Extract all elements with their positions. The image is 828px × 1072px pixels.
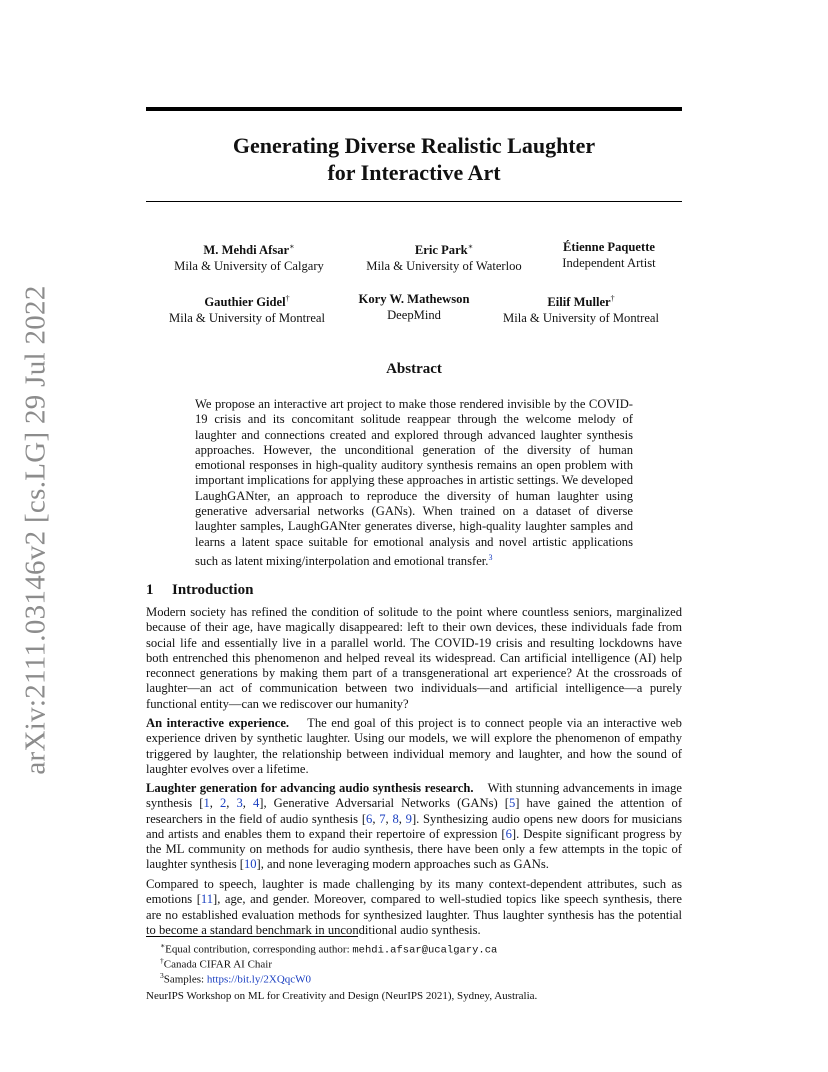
section-heading bbox=[146, 582, 253, 599]
title-line-2: for Interactive Art bbox=[327, 160, 501, 185]
abstract-footnote-mark[interactable]: 3 bbox=[488, 552, 493, 562]
venue-note: NeurIPS Workshop on ML for Creativity and Design (NeurIPS 2021), Sydney, Australia. bbox=[146, 990, 538, 1002]
author-affiliation: Mila & University of Waterloo bbox=[366, 259, 522, 274]
paper-title bbox=[146, 132, 682, 186]
paragraph-text: The end goal of this project is to connect people via an interactive web experience driven by synthetic laughter. Using our models, we will explore the phenomenon of empathy triggered by laughter, the relationship between individual memory and laughter, and how the sound of laughter evolves over a lifetime. bbox=[146, 716, 682, 776]
author-block bbox=[536, 239, 682, 271]
footnote-mark: 3 bbox=[160, 971, 164, 980]
author-name: M. Mehdi Afsar bbox=[203, 243, 290, 258]
author-block bbox=[494, 291, 668, 326]
author-mark: † bbox=[285, 294, 290, 303]
author-block bbox=[344, 291, 484, 323]
paragraph-text: ] have gained the attention of researchers in the field of audio synthesis [ bbox=[146, 796, 683, 826]
citation-link[interactable]: 6 bbox=[366, 811, 373, 826]
footnote-mark: ∗ bbox=[160, 941, 166, 950]
author-mark: † bbox=[610, 294, 615, 303]
author-affiliation: Mila & University of Montreal bbox=[169, 311, 325, 326]
intro-paragraph-1 bbox=[146, 605, 682, 712]
author-name: Eilif Muller bbox=[547, 295, 611, 310]
email-address[interactable]: mehdi.afsar@ucalgary.ca bbox=[352, 944, 498, 957]
citation-link[interactable]: 10 bbox=[243, 857, 257, 872]
author-affiliation: Mila & University of Montreal bbox=[503, 311, 659, 326]
title-line-1: Generating Diverse Realistic Laughter bbox=[232, 133, 596, 158]
abstract-text: We propose an interactive art project to make those rendered invisible by the COVID-19 crisis and its concomitant solitude reappear through the welcome melody of laughter and connections created and explored through advanced laughter synthesis approaches. However, the unconditional generation of the diversity of human emotional responses in high-quality auditory synthesis remains an open problem with important implications for applying these approaches in artistic settings. We developed LaughGANter, an approach to reproduce the diversity of human laughter using generative adversarial networks (GANs). When trained on a dataset of diverse laughter samples, LaughGANter generates diverse, high-quality laughter samples and learns a latent space suitable for emotional analysis and novel artistic applications such as latent mixing/interpolation and emotional transfer. bbox=[195, 397, 633, 569]
citation-link[interactable]: 9 bbox=[405, 811, 412, 826]
citation-link[interactable]: 1 bbox=[203, 796, 210, 811]
author-name: Gauthier Gidel bbox=[204, 295, 286, 310]
intro-paragraph-2 bbox=[146, 716, 682, 777]
author-affiliation: Independent Artist bbox=[562, 256, 656, 270]
intro-paragraph-3: Laughter generation for advancing audio synthesis research. With stunning advancements in image synthesis [1, 2, 3, 4], Generative Adversarial Networks (GANs) [5] have gained the attention of researchers in the field of audio synthesis [6, 7, 8, 9]. Synthesizing audio opens new doors for musicians and artists and enables them to expand their repertoire of expression [6]. Despite significant progress by the ML community on methods for audio synthesis, there have been only a few attempts in the topic of laughter synthesis [10], and none leveraging modern approaches such as GANs. bbox=[146, 781, 683, 872]
citation-link[interactable]: 11 bbox=[200, 892, 214, 907]
footnote-text: Canada CIFAR AI Chair bbox=[163, 958, 273, 971]
title-top-rule bbox=[146, 107, 682, 111]
citation-link[interactable]: 8 bbox=[392, 811, 399, 826]
citation-link[interactable]: 7 bbox=[379, 811, 386, 826]
citation-link[interactable]: 4 bbox=[252, 796, 260, 811]
footnote-rule bbox=[146, 936, 358, 937]
citation-link[interactable]: 2 bbox=[219, 796, 227, 811]
paragraph-text: ], and none leveraging modern approaches such as GANs. bbox=[256, 857, 549, 872]
samples-link[interactable]: https://bit.ly/2XQqcW0 bbox=[206, 973, 312, 986]
paragraph-text: ], Generative Adversarial Networks (GANs) [ bbox=[259, 796, 509, 811]
paragraph-heading: Laughter generation for advancing audio synthesis research. bbox=[146, 781, 474, 795]
author-name: Kory W. Mathewson bbox=[358, 292, 470, 306]
paragraph-text: Modern society has refined the condition of solitude to the point where countless seniors, marginalized because of their age, have magically disappeared: left to their own devices, these individuals fade from social life and essentially live in a parallel world. The COVID-19 crisis and resulting lockdowns have both entrenched this phenomenon and helped reveal its widespread. Can artificial intelligence (AI) help reconnect generations by making them part of a transgenerational art experience? At the crossroads of laughter—an act of communication between two individuals—and artificial intelligence—a purely functional entity—can we rediscover our humanity? bbox=[146, 605, 682, 711]
author-affiliation: DeepMind bbox=[387, 308, 441, 322]
section-number: 1 bbox=[146, 582, 154, 598]
abstract-body bbox=[195, 397, 633, 569]
author-affiliation: Mila & University of Calgary bbox=[174, 259, 324, 274]
author-name: Eric Park bbox=[414, 243, 468, 258]
footnote-3 bbox=[160, 969, 696, 987]
paragraph-text: ], age, and gender. Moreover, compared to well-studied topics like speech synthesis, there are no established evaluation methods for synthesized laughter. Thus laughter synthesis has the potential to become a standard benchmark in unconditional audio synthesis. bbox=[146, 892, 682, 937]
abstract-heading: Abstract bbox=[386, 361, 442, 377]
section-title: Introduction bbox=[172, 582, 254, 598]
author-block bbox=[150, 239, 348, 274]
citation-link[interactable]: 5 bbox=[508, 796, 516, 811]
author-mark: ∗ bbox=[467, 242, 474, 251]
footnote-text: Samples: bbox=[163, 973, 207, 986]
paragraph-text: With stunning advancements in image synthesis [ bbox=[146, 781, 682, 811]
author-name: Étienne Paquette bbox=[563, 240, 655, 254]
footnote-text: Equal contribution, corresponding author: bbox=[165, 943, 353, 956]
author-block bbox=[146, 291, 348, 326]
footnote-mark: † bbox=[160, 956, 164, 965]
intro-paragraph-4 bbox=[146, 877, 682, 938]
title-bottom-rule bbox=[146, 201, 682, 202]
paragraph-text: ]. Synthesizing audio opens new doors for musicians and artists and enables them to expand their repertoire of expression [ bbox=[146, 811, 683, 841]
paragraph-text: ]. Despite significant progress by the ML community on methods for audio synthesis, there have been only a few attempts in the topic of laughter synthesis [ bbox=[146, 826, 682, 872]
author-block bbox=[344, 239, 544, 274]
paragraph-text: Compared to speech, laughter is made challenging by its many context-dependent attributes, such as emotions [ bbox=[146, 877, 682, 907]
author-mark: ∗ bbox=[289, 242, 295, 251]
arxiv-identifier-text: arXiv:2111.03146v2 [cs.LG] 29 Jul 2022 bbox=[19, 285, 52, 775]
citation-link[interactable]: 3 bbox=[236, 796, 243, 811]
citation-link[interactable]: 6 bbox=[505, 826, 512, 841]
paragraph-heading: An interactive experience. bbox=[146, 716, 290, 730]
